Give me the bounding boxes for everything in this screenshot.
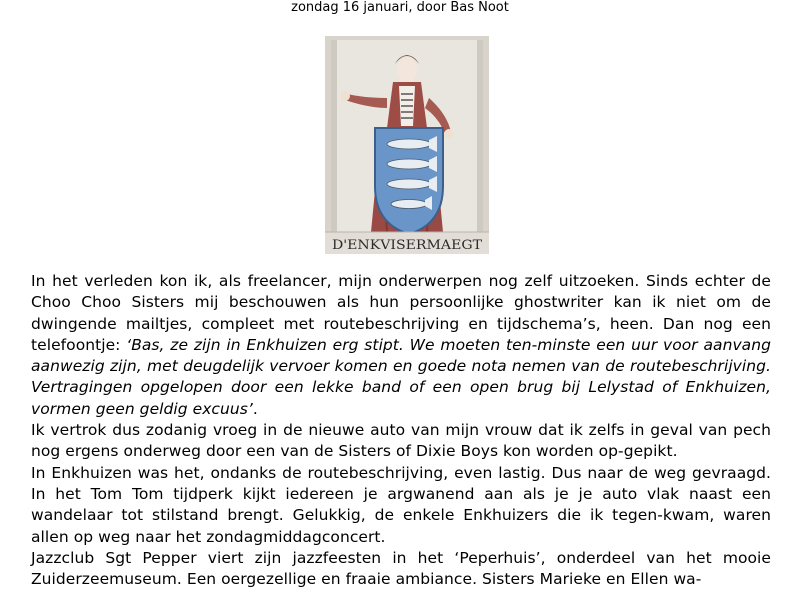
gable-stone-image (325, 36, 489, 254)
paragraph-2: Ik vertrok dus zodanig vroeg in de nieuwe auto van mijn vrouw dat ik zelfs in geval van pech nog ergens onderweg door een van de Sisters of Dixie Boys kon worden op-gepikt. (31, 421, 771, 461)
gable-stone-caption: D'ENKVISERMAEGT (332, 238, 483, 253)
article-body (31, 271, 771, 590)
paragraph-3: In Enkhuizen was het, ondanks de routebeschrijving, even lastig. Dus naar de weg gevraagd. In het Tom Tom tijdperk kijkt iedereen je argwanend aan als je je auto vlak naast een wandelaar tot stilstand brengt. Gelukkig, de enkele Enkhuizers die ik tegen-kwam, waren allen op weg naar het zondagmiddagconcert. (31, 463, 771, 546)
article-byline: zondag 16 januari, door Bas Noot (291, 0, 509, 15)
paragraph-1-lead: In het verleden kon ik, als freelancer, mijn onderwerpen nog zelf uitzoeken. Sinds echter de Choo Choo Sisters mij beschouwen als hun persoonlijke ghostwriter kan ik niet om de dwingende mailtjes, compleet met routebeschrijving en tijdschema’s, heen. Dan nog een telefoontje: (31, 272, 771, 354)
paragraph-4: Jazzclub Sgt Pepper viert zijn jazzfeesten in het ‘Peperhuis’, onderdeel van het mooie Zuiderzeemuseum. Een oergezellige en fraaie ambiance. Sisters Marieke en Ellen wa- (31, 548, 771, 589)
paragraph-1-tail: . (252, 399, 258, 418)
paragraph-1-quote: ‘Bas, ze zijn in Enkhuizen erg stipt. We moeten ten-minste een uur voor aanvang aanwezig zijn, met deugdelijk vervoer komen en goede nota nemen van de routebeschrijving. Vertragingen opgelopen door een lekke band of een open brug bij Lelystad of Enkhuizen, vormen geen geldig excuus’ (31, 335, 771, 418)
paragraph-1 (31, 271, 771, 420)
